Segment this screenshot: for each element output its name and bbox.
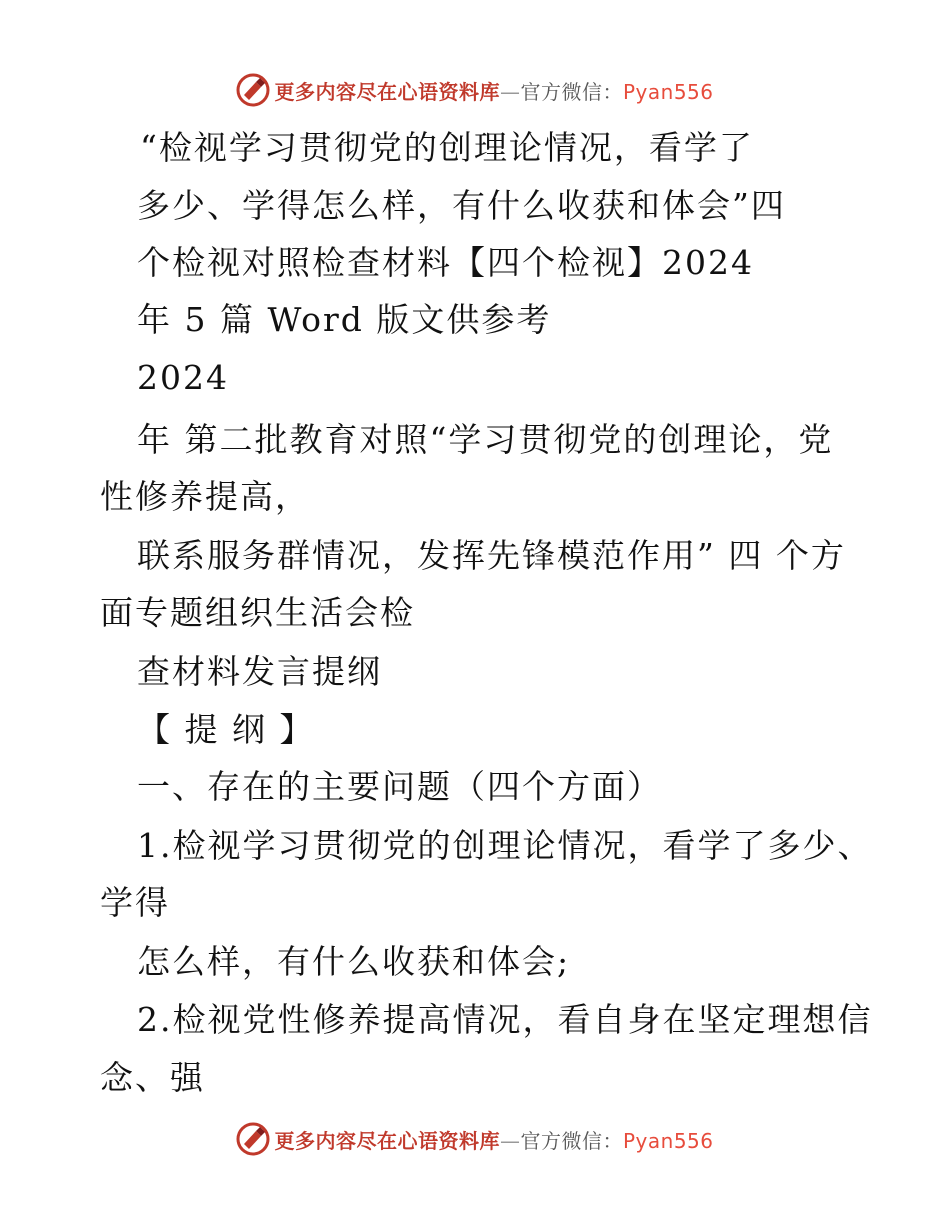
watermark-wechat-label: 官方微信： (520, 1128, 623, 1153)
doc-line: 性修养提高， (100, 477, 310, 516)
doc-line: “检视学习贯彻党的创理论情况，看学了 (140, 128, 754, 167)
doc-line: 个检视对照检查材料【四个检视】2024 (137, 243, 754, 282)
doc-line: 念、强 (100, 1058, 205, 1097)
watermark-wechat-id: Pyan556 (622, 79, 714, 104)
section-heading: 【 提 纲 】 (137, 710, 315, 749)
footer-watermark-text (274, 1125, 713, 1154)
watermark-site-name: 更多内容尽在心语资料库 (274, 79, 500, 104)
doc-line: 2.检视党性修养提高情况，看自身在坚定理想信 (137, 1000, 873, 1039)
watermark-dash: — (499, 1128, 521, 1153)
footer-watermark (0, 1119, 950, 1159)
doc-line: 联系服务群情况，发挥先锋模范作用” 四 个方 (137, 536, 846, 575)
doc-line: 查材料发言提纲 (137, 652, 382, 691)
doc-line: 一、存在的主要问题（四个方面） (137, 767, 662, 806)
doc-line: 怎么样，有什么收获和体会; (137, 942, 571, 981)
watermark-wechat-label: 官方微信： (520, 79, 623, 104)
doc-line: 年 5 篇 Word 版文供参考 (137, 300, 552, 339)
brand-logo-icon (236, 1122, 270, 1156)
watermark-dash: — (499, 79, 521, 104)
watermark-site-name: 更多内容尽在心语资料库 (274, 1128, 500, 1153)
doc-line: 面专题组织生活会检 (100, 593, 415, 632)
watermark-wechat-id: Pyan556 (622, 1128, 714, 1153)
doc-line: 年 第二批教育对照“学习贯彻党的创理论，党 (137, 420, 834, 459)
doc-line: 2024 (137, 358, 229, 397)
doc-line: 学得 (100, 883, 170, 922)
doc-line: 多少、学得怎么样，有什么收获和体会”四 (137, 186, 786, 225)
doc-line: 1.检视学习贯彻党的创理论情况，看学了多少、 (137, 826, 873, 865)
